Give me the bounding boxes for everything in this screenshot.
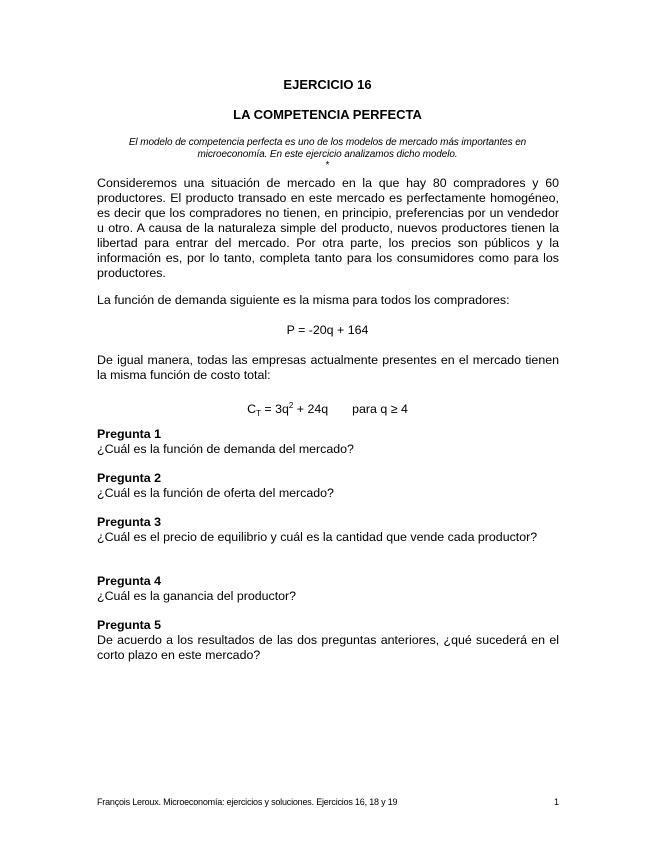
question-3: [97, 515, 559, 545]
question-2: [97, 471, 559, 501]
footer-citation: François Leroux. Microeconomía: ejercicios y soluciones. Ejercicios 16, 18 y 19: [97, 797, 398, 807]
question-5: [97, 618, 559, 663]
question-text: ¿Cuál es el precio de equilibrio y cuál es la cantidad que vende cada productor?: [97, 530, 538, 544]
question-label: Pregunta 2: [97, 471, 162, 485]
cost-lhs: C: [247, 402, 257, 416]
exercise-title: LA COMPETENCIA PERFECTA: [233, 107, 422, 122]
question-1: [97, 427, 559, 457]
cost-eq-part1: = 3q: [260, 402, 289, 416]
question-label: Pregunta 1: [97, 427, 162, 441]
paragraph-cost-intro: De igual manera, todas las empresas actualmente presentes en el mercado tienen la misma función de costo total:: [97, 353, 559, 382]
question-text: De acuerdo a los resultados de las dos preguntas anteriores, ¿qué sucederá en el corto plazo en este mercado?: [97, 633, 559, 662]
cost-condition: para q ≥ 4: [352, 402, 408, 416]
question-label: Pregunta 5: [97, 618, 162, 632]
section-separator: *: [325, 160, 330, 171]
question-text: ¿Cuál es la ganancia del productor?: [97, 589, 297, 603]
exercise-number: EJERCICIO 16: [283, 77, 372, 92]
cost-eq-part2: + 24q: [293, 402, 329, 416]
page-number: 1: [553, 797, 559, 807]
cost-exponent: 2: [288, 401, 294, 410]
paragraph-demand-intro: La función de demanda siguiente es la misma para todos los compradores:: [97, 293, 510, 307]
question-label: Pregunta 3: [97, 515, 162, 529]
intro-text: El modelo de competencia perfecta es uno de los modelos de mercado más importantes en microeconomía. En este ejercicio analizamos dicho modelo.: [128, 137, 527, 160]
question-label: Pregunta 4: [97, 574, 162, 588]
cost-equation: [0, 398, 655, 421]
question-text: ¿Cuál es la función de oferta del mercado?: [97, 486, 334, 500]
cost-lhs-subscript: T: [256, 409, 261, 418]
demand-equation: P = -20q + 164: [286, 323, 369, 337]
question-text: ¿Cuál es la función de demanda del mercado?: [97, 442, 354, 456]
paragraph-market-description: Consideremos una situación de mercado en la que hay 80 compradores y 60 productores. El producto transado en este mercado es perfectamente homogéneo, es decir que los compradores no tienen, en principio, preferencias por un vendedor u otro. A causa de la naturaleza simple del producto, nuevos productores tienen la libertad para entrar del mercado. Por otra parte, los precios son públicos y la información es, por lo tanto, completa tanto para los consumidores como para los productores.: [97, 176, 559, 280]
question-4: [97, 574, 559, 604]
